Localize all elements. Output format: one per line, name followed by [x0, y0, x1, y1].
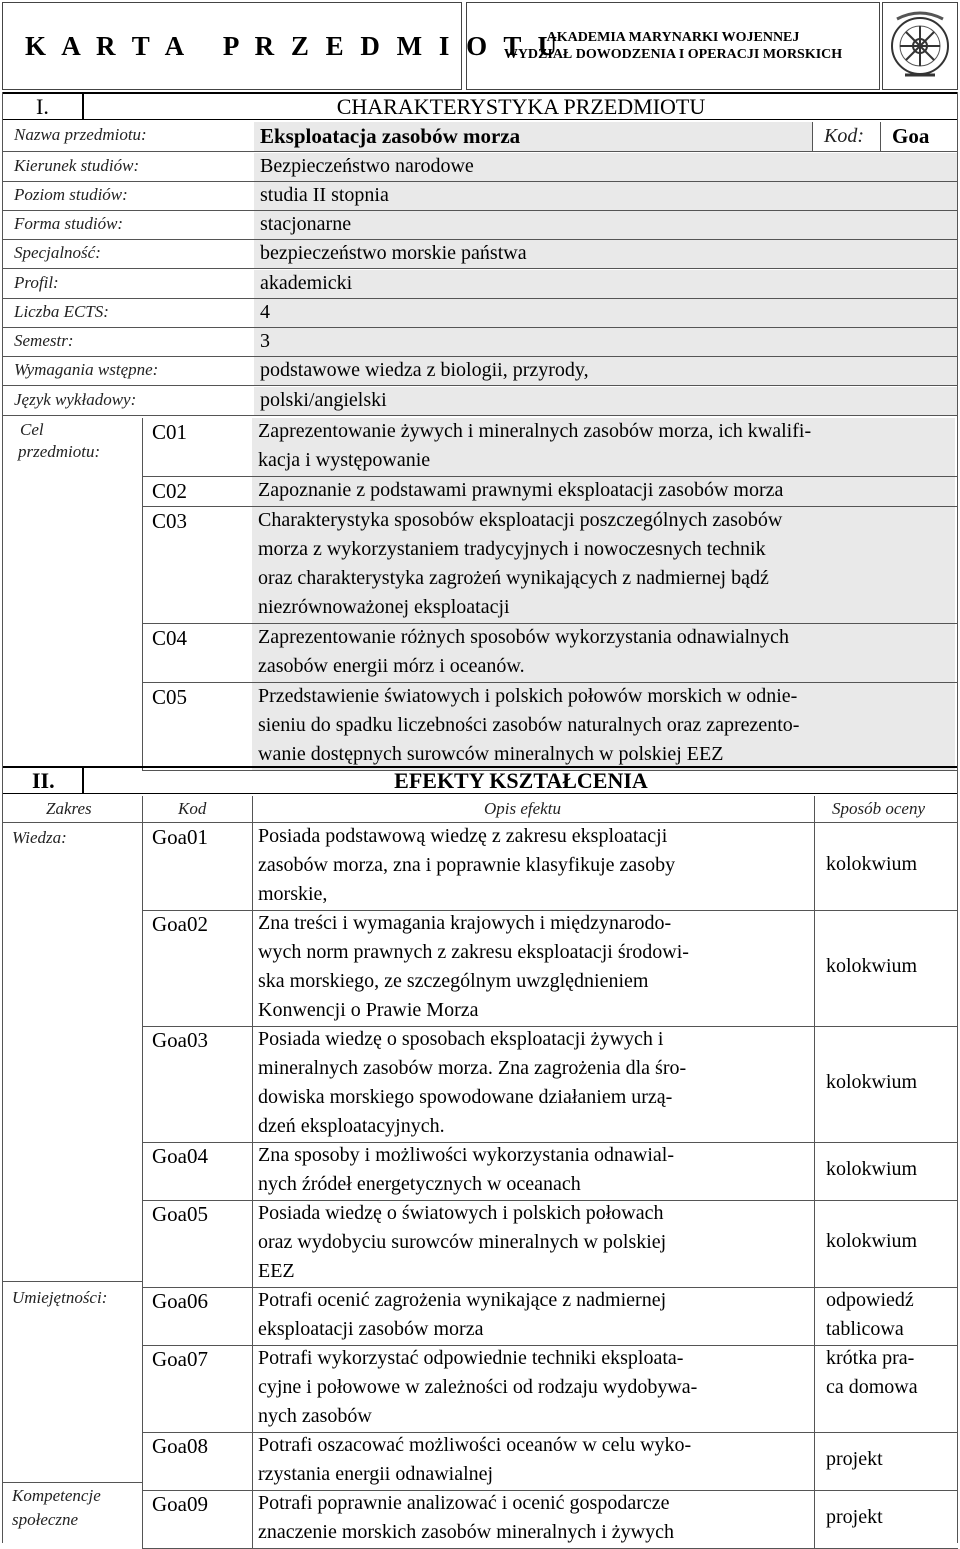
- info-value: bezpieczeństwo morskie państwa: [260, 242, 527, 264]
- effect-text-line: ska morskiego, ze szczególnym uwzględnieniem: [258, 970, 649, 992]
- info-value: podstawowe wiedza z biologii, przyrody,: [260, 359, 589, 381]
- goal-text-line: kacja i występowanie: [258, 449, 431, 471]
- info-row: [2, 328, 958, 357]
- effect-text-line: wych norm prawnych z zakresu eksploatacji środowi-: [258, 941, 689, 963]
- goal-row: [142, 418, 958, 477]
- scope-header: Zakres: [46, 799, 92, 818]
- goal-row: [142, 507, 958, 624]
- method-header: Sposób oceny: [832, 799, 926, 818]
- effect-code: Goa05: [152, 1202, 208, 1226]
- assessment-method: kolokwium: [826, 1158, 918, 1180]
- effect-text-line: morskie,: [258, 883, 328, 905]
- section-1-number: I.: [36, 94, 49, 119]
- goal-text-line: morza z wykorzystaniem tradycyjnych i nowoczesnych technik: [258, 538, 766, 560]
- assessment-method: odpowiedź: [826, 1289, 914, 1311]
- info-value: studia II stopnia: [260, 184, 389, 206]
- card-title: K A R T A P R Z E D M I O T U: [25, 30, 563, 61]
- group-skills: Umiejętności:: [12, 1288, 108, 1307]
- group-competence-1: Kompetencje: [12, 1486, 101, 1505]
- goal-row: [142, 624, 958, 683]
- effect-row: [142, 1433, 958, 1491]
- effect-text-line: cyjne i połowowe w zależności od rodzaju wydobywa-: [258, 1376, 698, 1398]
- goal-code: C04: [152, 626, 188, 650]
- info-value: polski/angielski: [260, 389, 387, 411]
- effect-code: Goa09: [152, 1492, 208, 1516]
- info-row: [2, 211, 958, 240]
- section-2-title: EFEKTY KSZTAŁCENIA: [394, 768, 648, 793]
- goal-row: [142, 477, 958, 507]
- info-label: Profil:: [14, 273, 59, 292]
- assessment-method: ca domowa: [826, 1376, 918, 1398]
- goal-text-line: Przedstawienie światowych i polskich połowów morskich w odnie-: [258, 685, 798, 707]
- info-row: [2, 153, 958, 182]
- effect-text-line: oraz wydobyciu surowców mineralnych w polskiej: [258, 1231, 667, 1253]
- course-name: Eksploatacja zasobów morza: [260, 124, 521, 148]
- effect-text-line: rzystania energii odnawialnej: [258, 1463, 494, 1485]
- institution-box: [466, 2, 880, 90]
- logo-box: [882, 2, 958, 90]
- effect-text-line: nych źródeł energetycznych w oceanach: [258, 1173, 581, 1195]
- effect-row: [142, 1491, 958, 1549]
- effect-row: [142, 1143, 958, 1201]
- info-row: [2, 357, 958, 386]
- section-2-header: [2, 766, 958, 794]
- info-value: 3: [260, 330, 270, 352]
- info-row: [2, 270, 958, 299]
- info-label: Kierunek studiów:: [14, 156, 140, 175]
- goal-text-line: wanie dostępnych surowców mineralnych w polskiej EEZ: [258, 743, 724, 765]
- course-name-label: Nazwa przedmiotu:: [14, 125, 147, 144]
- goal-text-line: Zaprezentowanie różnych sposobów wykorzystania odnawialnych: [258, 626, 789, 648]
- effect-code: Goa07: [152, 1347, 208, 1371]
- effect-code: Goa03: [152, 1028, 208, 1052]
- effect-code: Goa02: [152, 912, 208, 936]
- effect-text-line: nych zasobów: [258, 1405, 372, 1427]
- goal-row: [142, 683, 958, 771]
- goal-text-line: niezrównoważonej eksploatacji: [258, 596, 510, 618]
- goal-text-line: sieniu do spadku liczebności zasobów naturalnych oraz zaprezento-: [258, 714, 800, 736]
- group-competence-2: społeczne: [12, 1510, 79, 1529]
- assessment-method: projekt: [826, 1448, 883, 1470]
- info-label: Specjalność:: [14, 243, 101, 262]
- goal-text-line: zasobów energii mórz i oceanów.: [258, 655, 525, 677]
- description-header: Opis efektu: [484, 799, 561, 818]
- info-value: 4: [260, 301, 270, 323]
- goal-code: C02: [152, 479, 188, 503]
- section-2-number: II.: [32, 768, 55, 793]
- effect-row: [142, 1288, 958, 1346]
- info-label: Poziom studiów:: [14, 185, 128, 204]
- goal-label: Cel: [20, 420, 44, 439]
- info-row: [2, 182, 958, 211]
- effect-text-line: Posiada wiedzę o sposobach eksploatacji żywych i: [258, 1028, 664, 1050]
- effect-text-line: eksploatacji zasobów morza: [258, 1318, 484, 1340]
- effect-code: Goa04: [152, 1144, 208, 1168]
- code-header: Kod: [178, 799, 207, 818]
- info-value: stacjonarne: [260, 213, 352, 235]
- effect-text-line: Konwencji o Prawie Morza: [258, 999, 479, 1021]
- effect-code: Goa06: [152, 1289, 208, 1313]
- effect-text-line: Zna sposoby i możliwości wykorzystania odnawial-: [258, 1144, 675, 1166]
- goal-text-line: oraz charakterystyka zagrożeń wynikających z nadmiernej bądź: [258, 567, 769, 589]
- assessment-method: kolokwium: [826, 1071, 918, 1093]
- effect-text-line: Zna treści i wymagania krajowych i międzynarodo-: [258, 912, 672, 934]
- goal-code: C01: [152, 420, 188, 444]
- assessment-method: krótka pra-: [826, 1347, 915, 1369]
- effect-text-line: mineralnych zasobów morza. Zna zagrożenia dla śro-: [258, 1057, 687, 1079]
- effect-text-line: dowiska morskiego spowodowane działaniem urzą-: [258, 1086, 673, 1108]
- effect-code: Goa08: [152, 1434, 208, 1458]
- group-knowledge: Wiedza:: [12, 828, 67, 847]
- assessment-method: projekt: [826, 1506, 883, 1528]
- assessment-method: tablicowa: [826, 1318, 904, 1340]
- naval-academy-emblem-icon: [887, 9, 953, 83]
- info-label: Wymagania wstępne:: [14, 360, 159, 379]
- assessment-method: kolokwium: [826, 955, 918, 977]
- effect-text-line: dzeń eksploatacyjnych.: [258, 1115, 445, 1137]
- info-label: Liczba ECTS:: [14, 302, 109, 321]
- faculty-name: WYDZIAŁ DOWODZENIA I OPERACJI MORSKICH: [503, 47, 843, 62]
- effect-row: [142, 1201, 958, 1288]
- section-1-header: [2, 92, 958, 120]
- effect-row: [142, 1027, 958, 1143]
- effect-text-line: Potrafi poprawnie analizować i ocenić gospodarcze: [258, 1492, 670, 1514]
- course-code: Goa: [892, 124, 930, 148]
- assessment-method: kolokwium: [826, 853, 918, 875]
- info-row: [2, 240, 958, 269]
- effect-code: Goa01: [152, 825, 208, 849]
- info-label: Semestr:: [14, 331, 74, 350]
- code-label: Kod:: [824, 125, 864, 147]
- goal-label-2: przedmiotu:: [18, 442, 101, 461]
- goal-text-line: Charakterystyka sposobów eksploatacji poszczególnych zasobów: [258, 509, 783, 531]
- info-row: [2, 299, 958, 328]
- effect-text-line: Potrafi ocenić zagrożenia wynikające z nadmiernej: [258, 1289, 667, 1311]
- card-title-box: [2, 2, 563, 90]
- effect-text-line: Potrafi wykorzystać odpowiednie techniki eksploata-: [258, 1347, 684, 1369]
- assessment-method: kolokwium: [826, 1230, 918, 1252]
- info-label: Forma studiów:: [14, 214, 124, 233]
- effect-text-line: Potrafi oszacować możliwości oceanów w celu wyko-: [258, 1434, 692, 1456]
- info-label: Język wykładowy:: [14, 390, 137, 409]
- effect-text-line: znaczenie morskich zasobów mineralnych i żywych: [258, 1521, 674, 1543]
- goal-text-line: Zaprezentowanie żywych i mineralnych zasobów morza, ich kwalifi-: [258, 420, 812, 442]
- effect-text-line: zasobów morza, zna i poprawnie klasyfikuje zasoby: [258, 854, 676, 876]
- academy-name: AKADEMIA MARYNARKI WOJENNEJ: [546, 30, 800, 45]
- effect-text-line: EEZ: [258, 1260, 295, 1282]
- effect-row: [142, 911, 958, 1027]
- effect-row: [142, 1346, 958, 1433]
- section-1-title: CHARAKTERYSTYKA PRZEDMIOTU: [336, 94, 706, 119]
- effect-text-line: Posiada wiedzę o światowych i polskich połowach: [258, 1202, 664, 1224]
- effect-row: [142, 824, 958, 911]
- goal-text-line: Zapoznanie z podstawami prawnymi eksploatacji zasobów morza: [258, 479, 784, 501]
- effect-text-line: Posiada podstawową wiedzę z zakresu eksploatacji: [258, 825, 668, 847]
- goal-code: C05: [152, 685, 188, 709]
- info-value: akademicki: [260, 272, 353, 294]
- course-name-row: [2, 122, 958, 152]
- goal-code: C03: [152, 509, 188, 533]
- info-value: Bezpieczeństwo narodowe: [260, 155, 474, 177]
- info-row: [2, 387, 958, 416]
